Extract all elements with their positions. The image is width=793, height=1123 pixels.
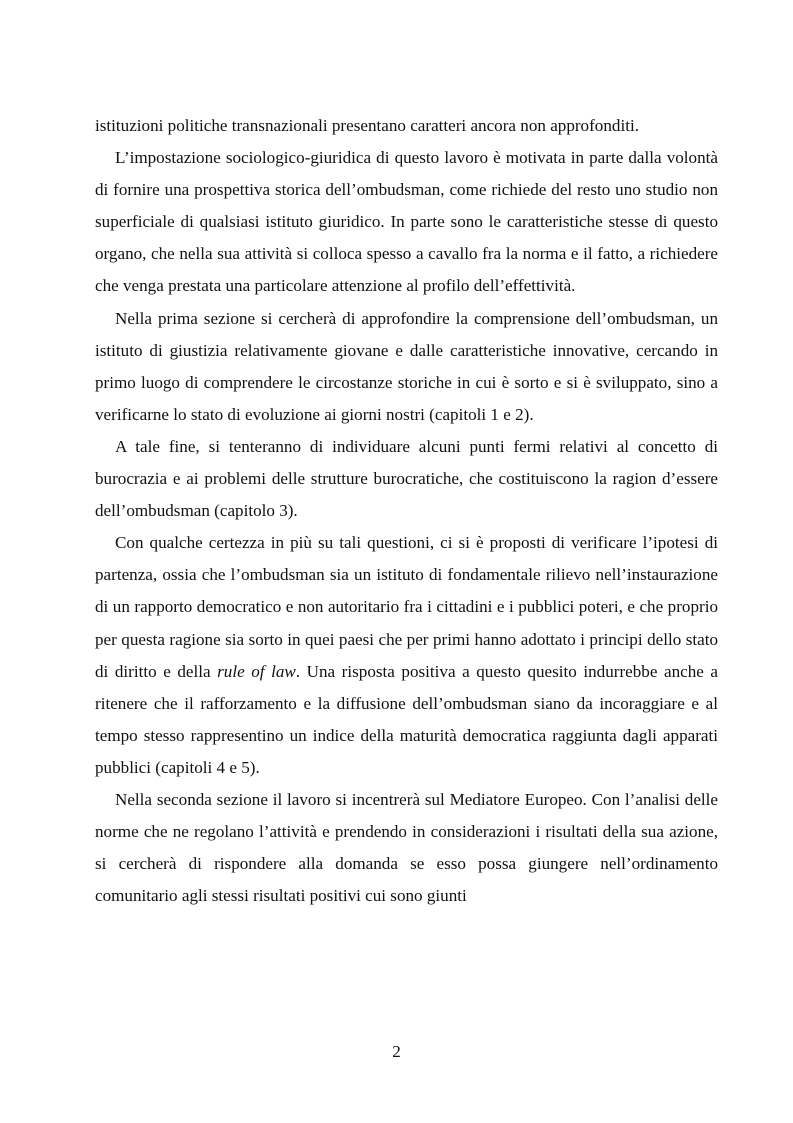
document-body xyxy=(95,110,718,912)
paragraph: Nella seconda sezione il lavoro si incentrerà sul Mediatore Europeo. Con l’analisi delle norme che ne regolano l’attività e prendendo in considerazioni i risultati della sua azione, si cercherà di rispondere alla domanda se esso possa giungere nell’ordinamento comunitario agli stessi risultati positivi cui sono giunti xyxy=(95,789,718,906)
paragraph-text: . Una risposta positiva a questo quesito indurrebbe anche a ritenere che il rafforzamento e la diffusione dell’ombudsman siano da incoraggiare e al tempo stesso rappresentino un indice della maturità democratica raggiunta dagli apparati pubblici (capitoli 4 e 5). xyxy=(95,661,718,777)
paragraph xyxy=(95,527,718,784)
paragraph: A tale fine, si tenteranno di individuare alcuni punti fermi relativi al concetto di burocrazia e ai problemi delle strutture burocratiche, che costituiscono la ragion d’essere dell’ombudsman (capitolo 3). xyxy=(95,436,718,521)
paragraph-text: Con qualche certezza in più su tali questioni, ci si è proposti di verificare l’ipotesi di partenza, ossia che l’ombudsman sia un istituto di fondamentale rilievo nell’instaurazione di un rapporto democratico e non autoritario fra i cittadini e i pubblici poteri, e che proprio per questa ragione sia sorto in quei paesi che per primi hanno adottato i principi dello stato di diritto e della xyxy=(95,533,718,681)
paragraph: istituzioni politiche transnazionali presentano caratteri ancora non approfonditi. xyxy=(95,116,639,135)
paragraph: L’impostazione sociologico-giuridica di questo lavoro è motivata in parte dalla volontà di fornire una prospettiva storica dell’ombudsman, come richiede del resto uno studio non superficiale di qualsiasi istituto giuridico. In parte sono le caratteristiche stesse di questo organo, che nella sua attività si colloca spesso a cavallo fra la norma e il fatto, a richiedere che venga prestata una particolare attenzione al profilo dell’effettività. xyxy=(95,148,718,296)
italic-term: rule of law xyxy=(217,661,296,681)
paragraph: Nella prima sezione si cercherà di approfondire la comprensione dell’ombudsman, un istituto di giustizia relativamente giovane e dalle caratteristiche innovative, cercando in primo luogo di comprendere le circostanze storiche in cui è sorto e si è sviluppato, sino a verificarne lo stato di evoluzione ai giorni nostri (capitoli 1 e 2). xyxy=(95,308,718,424)
page-number: 2 xyxy=(392,1042,401,1061)
